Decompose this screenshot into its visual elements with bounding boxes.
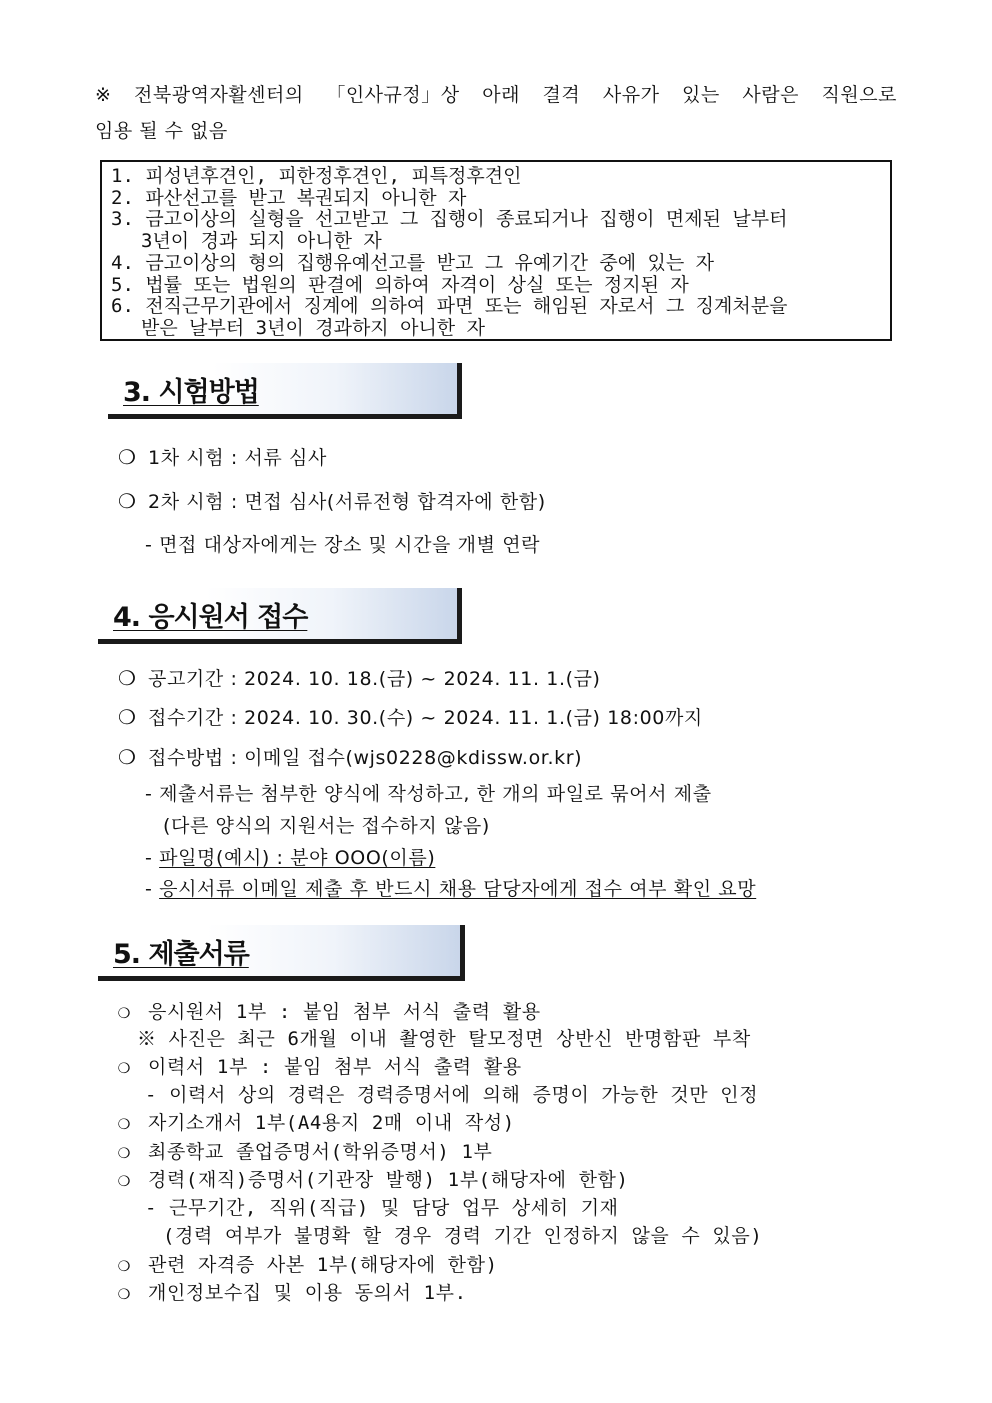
- section-3-heading: [108, 363, 462, 419]
- item-text: 접수기간 : 2024. 10. 30.(수) ~ 2024. 11. 1.(금) 18:00까지: [148, 707, 703, 729]
- section-3-item: [118, 443, 327, 470]
- circle-bullet-icon: ❍: [118, 1280, 131, 1304]
- circle-bullet-icon: ❍: [118, 1054, 131, 1078]
- section-5-item: [118, 1278, 467, 1305]
- circle-bullet-icon: ❍: [118, 489, 137, 513]
- intro-word: 있는: [682, 84, 720, 106]
- section-5-note: (경력 여부가 불명확 할 경우 경력 기간 인정하지 않을 수 있음): [163, 1225, 763, 1247]
- circle-bullet-icon: ❍: [118, 705, 137, 729]
- circle-bullet-icon: ❍: [118, 1252, 131, 1276]
- section-5-heading: [98, 925, 465, 981]
- section-5-item: [118, 1250, 498, 1277]
- circle-bullet-icon: ❍: [118, 1110, 131, 1134]
- item-text: 자기소개서 1부(A4용지 2매 이내 작성): [148, 1112, 515, 1134]
- intro-word: 결격: [542, 84, 581, 106]
- disqualification-item: 3. 금고이상의 실형을 선고받고 그 집행이 종료되거나 집행이 면제된 날부터: [111, 208, 788, 231]
- item-text: 개인정보수집 및 이용 동의서 1부.: [148, 1282, 467, 1304]
- section-4-item: [118, 703, 703, 730]
- section-5-item: [118, 1137, 493, 1164]
- disqualification-item: 4. 금고이상의 형의 집행유예선고를 받고 그 유예기간 중에 있는 자: [111, 251, 715, 274]
- intro-word: 전북광역자활센터의: [134, 84, 304, 106]
- section-5-title: 5. 제출서류: [113, 939, 249, 970]
- item-text: 이력서 1부 : 붙임 첨부 서식 출력 활용: [148, 1056, 522, 1078]
- intro-word: 「인사규정」상: [326, 84, 460, 106]
- dash: -: [145, 878, 160, 900]
- section-5-item: [118, 997, 541, 1024]
- section-5-note: ※ 사진은 최근 6개월 이내 촬영한 탈모정면 상반신 반명함판 부착: [137, 1028, 751, 1050]
- disqualification-item: 2. 파산선고를 받고 복권되지 아니한 자: [111, 186, 467, 209]
- section-4-note: (다른 양식의 지원서는 접수하지 않음): [163, 815, 490, 837]
- section-4-note: [145, 843, 435, 870]
- intro-word: 아래: [482, 84, 520, 106]
- intro-line-1: [95, 77, 897, 113]
- section-5-note: - 근무기간, 직위(직급) 및 담당 업무 상세히 기재: [145, 1197, 619, 1219]
- item-text: 공고기간 : 2024. 10. 18.(금) ~ 2024. 11. 1.(금): [148, 668, 601, 690]
- circle-bullet-icon: ❍: [118, 999, 131, 1023]
- disqualification-item: 6. 전직근무기관에서 징계에 의하여 파면 또는 해임된 자로서 그 징계처분을: [111, 295, 788, 318]
- disqualification-item: 1. 피성년후견인, 피한정후견인, 피특정후견인: [111, 165, 522, 187]
- disqualification-item-continued: 받은 날부터 3년이 경과하지 아니한 자: [141, 316, 485, 339]
- disqualification-item: 5. 법률 또는 법원의 판결에 의하여 자격이 상실 또는 정지된 자: [111, 273, 689, 296]
- item-text: 1차 시험 : 서류 심사: [148, 447, 327, 469]
- circle-bullet-icon: ❍: [118, 445, 137, 469]
- item-text: 최종학교 졸업증명서(학위증명서) 1부: [148, 1141, 493, 1163]
- section-4-item: [118, 743, 582, 770]
- intro-word: 사유가: [602, 84, 660, 106]
- intro-paragraph: [95, 77, 897, 149]
- disqualification-item-continued: 3년이 경과 되지 아니한 자: [141, 230, 382, 253]
- section-5-item: [118, 1165, 629, 1192]
- item-text: 접수방법 : 이메일 접수(wjs0228@kdissw.or.kr): [148, 747, 583, 769]
- section-4-item: [118, 664, 601, 691]
- section-5-note: - 이력서 상의 경력은 경력증명서에 의해 증명이 가능한 것만 인정: [145, 1084, 759, 1106]
- section-4-title: 4. 응시원서 접수: [113, 602, 308, 633]
- section-4-heading: [98, 588, 462, 644]
- item-text: 관련 자격증 사본 1부(해당자에 한함): [148, 1254, 498, 1276]
- circle-bullet-icon: ❍: [118, 1167, 131, 1191]
- intro-line-2: 임용 될 수 없음: [95, 120, 228, 142]
- disqualification-box: [100, 160, 892, 341]
- intro-word: 직원으로: [821, 84, 897, 106]
- section-3-note: - 면접 대상자에게는 장소 및 시간을 개별 연락: [145, 534, 541, 556]
- item-text: 경력(재직)증명서(기관장 발행) 1부(해당자에 한함): [148, 1169, 629, 1191]
- section-4-note: - 제출서류는 첨부한 양식에 작성하고, 한 개의 파일로 묶어서 제출: [145, 783, 712, 805]
- confirm-notice: 응시서류 이메일 제출 후 반드시 채용 담당자에게 접수 여부 확인 요망: [159, 878, 757, 900]
- circle-bullet-icon: ❍: [118, 1139, 131, 1163]
- dash: -: [145, 847, 160, 869]
- circle-bullet-icon: ❍: [118, 666, 137, 690]
- circle-bullet-icon: ❍: [118, 745, 137, 769]
- filename-example: 파일명(예시) : 분야 OOO(이름): [159, 847, 436, 869]
- intro-word: 사람은: [742, 84, 799, 106]
- section-5-item: [118, 1052, 522, 1079]
- section-5-item: [118, 1108, 515, 1135]
- intro-word: ※: [95, 84, 112, 106]
- item-text: 응시원서 1부 : 붙임 첨부 서식 출력 활용: [148, 1001, 541, 1023]
- item-text: 2차 시험 : 면접 심사(서류전형 합격자에 한함): [148, 491, 546, 513]
- section-4-note: [145, 874, 756, 901]
- section-3-title: 3. 시험방법: [123, 377, 259, 408]
- section-3-item: [118, 487, 546, 514]
